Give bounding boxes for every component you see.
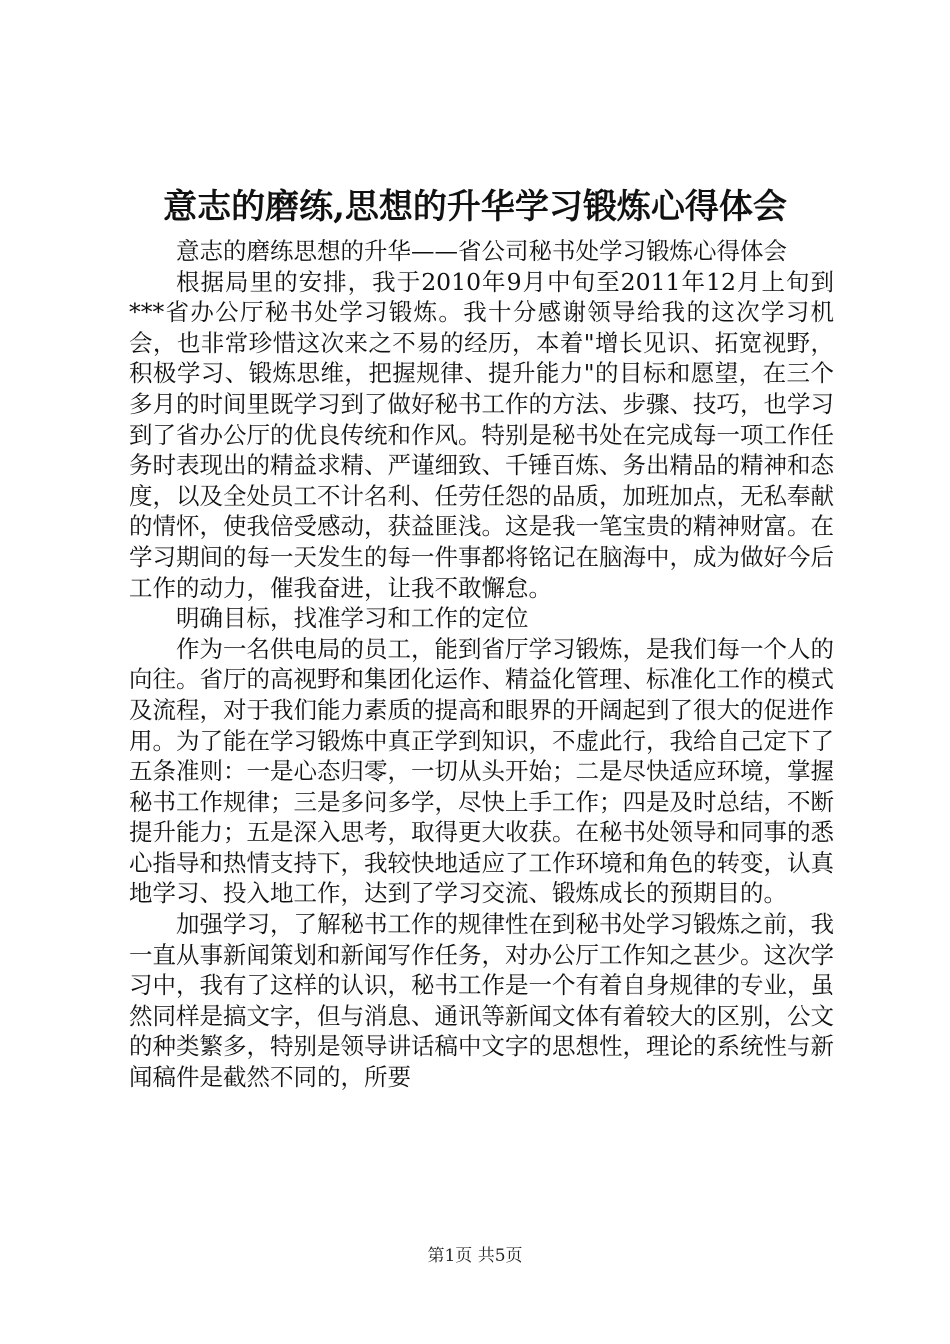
body-paragraph: 作为一名供电局的员工，能到省厅学习锻炼，是我们每一个人的向往。省厅的高视野和集团化运作、精益化管理、标准化工作的模式及流程，对于我们能力素质的提高和眼界的开阔起到了很大的促进作用。为了能在学习锻炼中真正学到知识，不虚此行，我给自己定下了五条准则：一是心态归零，一切从头开始；二是尽快适应环境，掌握秘书工作规律；三是多问多学，尽快上手工作；四是及时总结，不断提升能力；五是深入思考，取得更大收获。在秘书处领导和同事的悉心指导和热情支持下，我较快地适应了工作环境和角色的转变，认真地学习、投入地工作，达到了学习交流、锻炼成长的预期目的。 (129, 634, 834, 908)
body-paragraph: 根据局里的安排，我于2010年9月中旬至2011年12月上旬到***省办公厅秘书处学习锻炼。我十分感谢领导给我的这次学习机会，也非常珍惜这次来之不易的经历，本着"增长见识、拓宽视野，积极学习、锻炼思维，把握规律、提升能力"的目标和愿望，在三个多月的时间里既学习到了做好秘书工作的方法、步骤、技巧，也学习到了省办公厅的优良传统和作风。特别是秘书处在完成每一项工作任务时表现出的精益求精、严谨细致、千锤百炼、务出精品的精神和态度，以及全处员工不计名利、任劳任怨的品质，加班加点，无私奉献的情怀，使我倍受感动，获益匪浅。这是我一笔宝贵的精神财富。在学习期间的每一天发生的每一件事都将铭记在脑海中，成为做好今后工作的动力，催我奋进，让我不敢懈怠。 (129, 267, 834, 602)
page-number: 第1页 共5页 (427, 1246, 523, 1266)
subtitle-paragraph: 意志的磨练思想的升华——省公司秘书处学习锻炼心得体会 (176, 237, 787, 265)
document-body (129, 236, 834, 1093)
document-title: 意志的磨练,思想的升华学习锻炼心得体会 (163, 187, 787, 227)
section-heading: 明确目标，找准学习和工作的定位 (176, 604, 529, 633)
body-paragraph: 加强学习，了解秘书工作的规律性在到秘书处学习锻炼之前，我一直从事新闻策划和新闻写作任务，对办公厅工作知之甚少。这次学习中，我有了这样的认识，秘书工作是一个有着自身规律的专业，虽然同样是搞文字，但与消息、通讯等新闻文体有着较大的区别，公文的种类繁多，特别是领导讲话稿中文字的思想性，理论的系统性与新闻稿件是截然不同的，所要 (129, 910, 834, 1092)
